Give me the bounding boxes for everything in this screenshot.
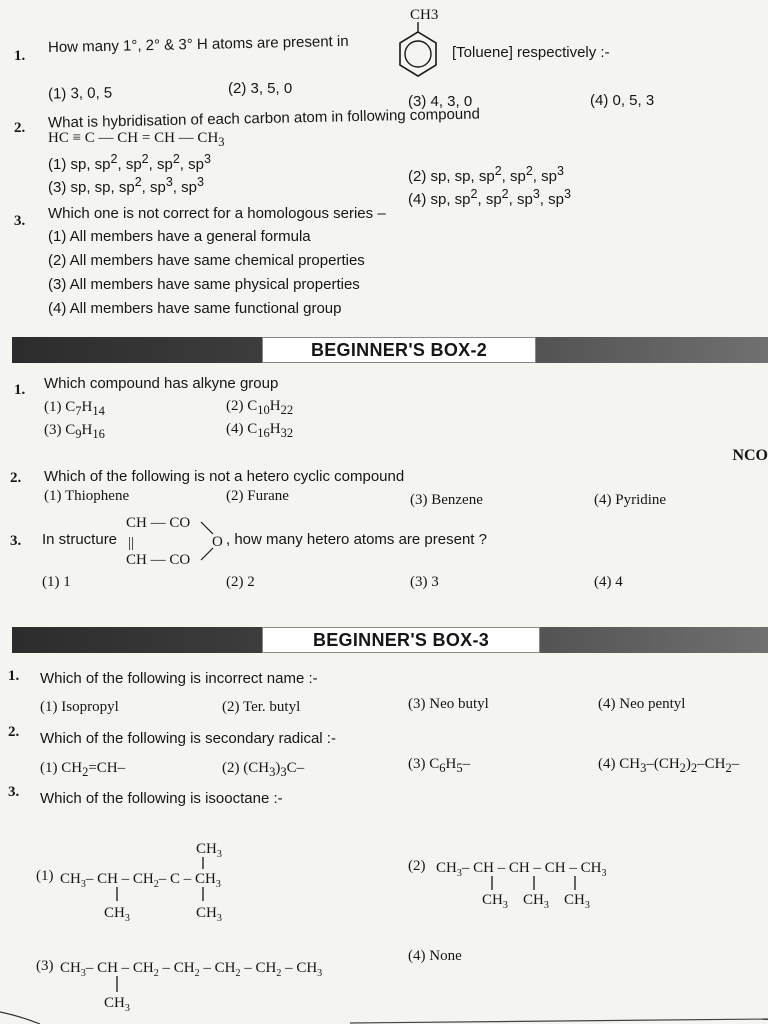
svg-text:CH3: $CH_3$ [196, 905, 222, 924]
side-margin-text: NCO [732, 447, 768, 464]
option-1: (1) sp, $sp^2$, $sp^2$, $sp^2$, $sp^3$ [48, 152, 211, 173]
option-2: (2) Furane [226, 488, 289, 504]
question-text: Which of the following is secondary radical :- [40, 730, 336, 747]
option-2: (2) $C_{10}H_{22}$ [226, 398, 294, 417]
page-edge-line [0, 1006, 768, 1024]
box-3-title: BEGINNER'S BOX-3 [262, 627, 540, 653]
structure-hetero-atom: O [212, 534, 223, 550]
option-1: (1) 1 [42, 574, 71, 590]
question-number: 2. [8, 724, 20, 740]
option-label: (3) [36, 958, 54, 974]
option-1: (1) 3, 0, 5 [47, 84, 113, 103]
svg-text:CH3: $CH_3$ [104, 995, 130, 1014]
option-1: (1) All members have a general formula [48, 228, 311, 245]
option-4: (4) $CH_3-(CH_2)_2-CH_2-$ [598, 756, 740, 775]
question-text-before: In structure [42, 531, 118, 548]
option-3: (3) Benzene [410, 492, 483, 508]
option-3: (3) $C_9H_{16}$ [44, 422, 105, 441]
option-label: (2) [408, 858, 426, 874]
question-text: How many 1°, 2° & 3° H atoms are present in [47, 32, 349, 57]
question-number: 2. [10, 470, 22, 486]
question-text-after: , how many hetero atoms are present ? [226, 531, 487, 548]
toluene-label: [Toluene] respectively :- [452, 44, 610, 61]
question-text: What is hybridisation of each carbon atom in following compound [47, 105, 481, 132]
question-number: 3. [14, 213, 26, 229]
option-3: (3) Neo butyl [408, 696, 489, 712]
option-4: (4) sp, $sp^2$, $sp^2$, $sp^3$, $sp^3$ [408, 187, 571, 208]
option-2: (2) All members have same chemical properties [48, 252, 365, 269]
option-2: (2) Ter. butyl [222, 699, 301, 715]
question-text: Which of the following is isooctane :- [40, 790, 283, 807]
svg-text:CH3: $CH_3$ [564, 892, 590, 911]
svg-text:CH3– CH – CH – CH – CH3: $CH_3-$ CH – CH – CH – $CH_3$ [436, 860, 607, 879]
isooctane-option-2-structure [408, 850, 668, 915]
isooctane-option-1-structure [36, 835, 296, 930]
svg-text:CH3: $CH_3$ [523, 892, 549, 911]
option-3: (3) All members have same physical properties [48, 276, 360, 293]
question-number: 1. [14, 382, 26, 398]
question-number: 1. [14, 48, 26, 64]
toluene-structure [388, 0, 448, 85]
option-3: (3) 4, 3, 0 [408, 93, 473, 110]
svg-text:CH3: $CH_3$ [104, 905, 130, 924]
question-number: 2. [14, 120, 26, 136]
structure-bottom-group: CH — CO [126, 552, 191, 568]
svg-text:CH3– CH – CH2– C – CH3: $CH_3-$ CH – $CH_2-$ C – $CH_3$ [60, 871, 221, 890]
svg-text:CH3: $CH_3$ [482, 892, 508, 911]
svg-text:CH3– CH – CH2 – CH2 – CH2 – CH: $CH_3-$ CH – $CH_2 - CH_2 - CH_2 - CH_2 - CH_3$ [60, 960, 323, 979]
option-4: (4) 0, 5, 3 [590, 92, 655, 109]
option-label: (1) [36, 868, 54, 884]
option-4: (4) $C_{16}H_{32}$ [226, 421, 294, 440]
question-text: Which compound has alkyne group [44, 375, 279, 392]
methyl-substituent-label: CH3 [410, 7, 439, 23]
structure-double-bond: || [128, 535, 135, 551]
option-1: (1) $CH_2=CH-$ [40, 760, 126, 779]
question-number: 3. [10, 533, 22, 549]
option-4: (4) None [408, 948, 462, 964]
option-4: (4) 4 [594, 574, 623, 590]
question-text: Which one is not correct for a homologous series – [48, 205, 386, 222]
option-2: (2) $(CH_3)_3C-$ [222, 760, 305, 779]
option-4: (4) Neo pentyl [598, 696, 686, 712]
option-2: (2) 3, 5, 0 [228, 80, 293, 97]
svg-text:CH3: $CH_3$ [196, 841, 222, 860]
question-number: 3. [8, 784, 20, 800]
option-4: (4) Pyridine [594, 492, 667, 508]
question-text: Which of the following is not a hetero cyclic compound [44, 468, 405, 485]
option-3: (3) 3 [410, 574, 439, 590]
compound-formula: HC ≡ C — CH = CH — $CH_3$ [48, 130, 225, 149]
option-4: (4) All members have same functional group [48, 300, 342, 317]
option-1: (1) Isopropyl [40, 699, 119, 715]
option-3: (3) $C_6H_5-$ [408, 756, 471, 775]
structure-top-group: CH — CO [126, 515, 191, 531]
option-2: (2) 2 [226, 574, 255, 590]
question-text: Which of the following is incorrect name :- [40, 670, 318, 687]
option-3: (3) sp, sp, $sp^2$, $sp^3$, $sp^3$ [48, 175, 204, 196]
option-1: (1) Thiophene [44, 488, 130, 504]
question-number: 1. [8, 668, 20, 684]
option-2: (2) sp, sp, $sp^2$, $sp^2$, $sp^3$ [408, 164, 564, 185]
box-2-title: BEGINNER'S BOX-2 [262, 337, 536, 363]
option-1: (1) $C_7H_{14}$ [44, 399, 105, 418]
